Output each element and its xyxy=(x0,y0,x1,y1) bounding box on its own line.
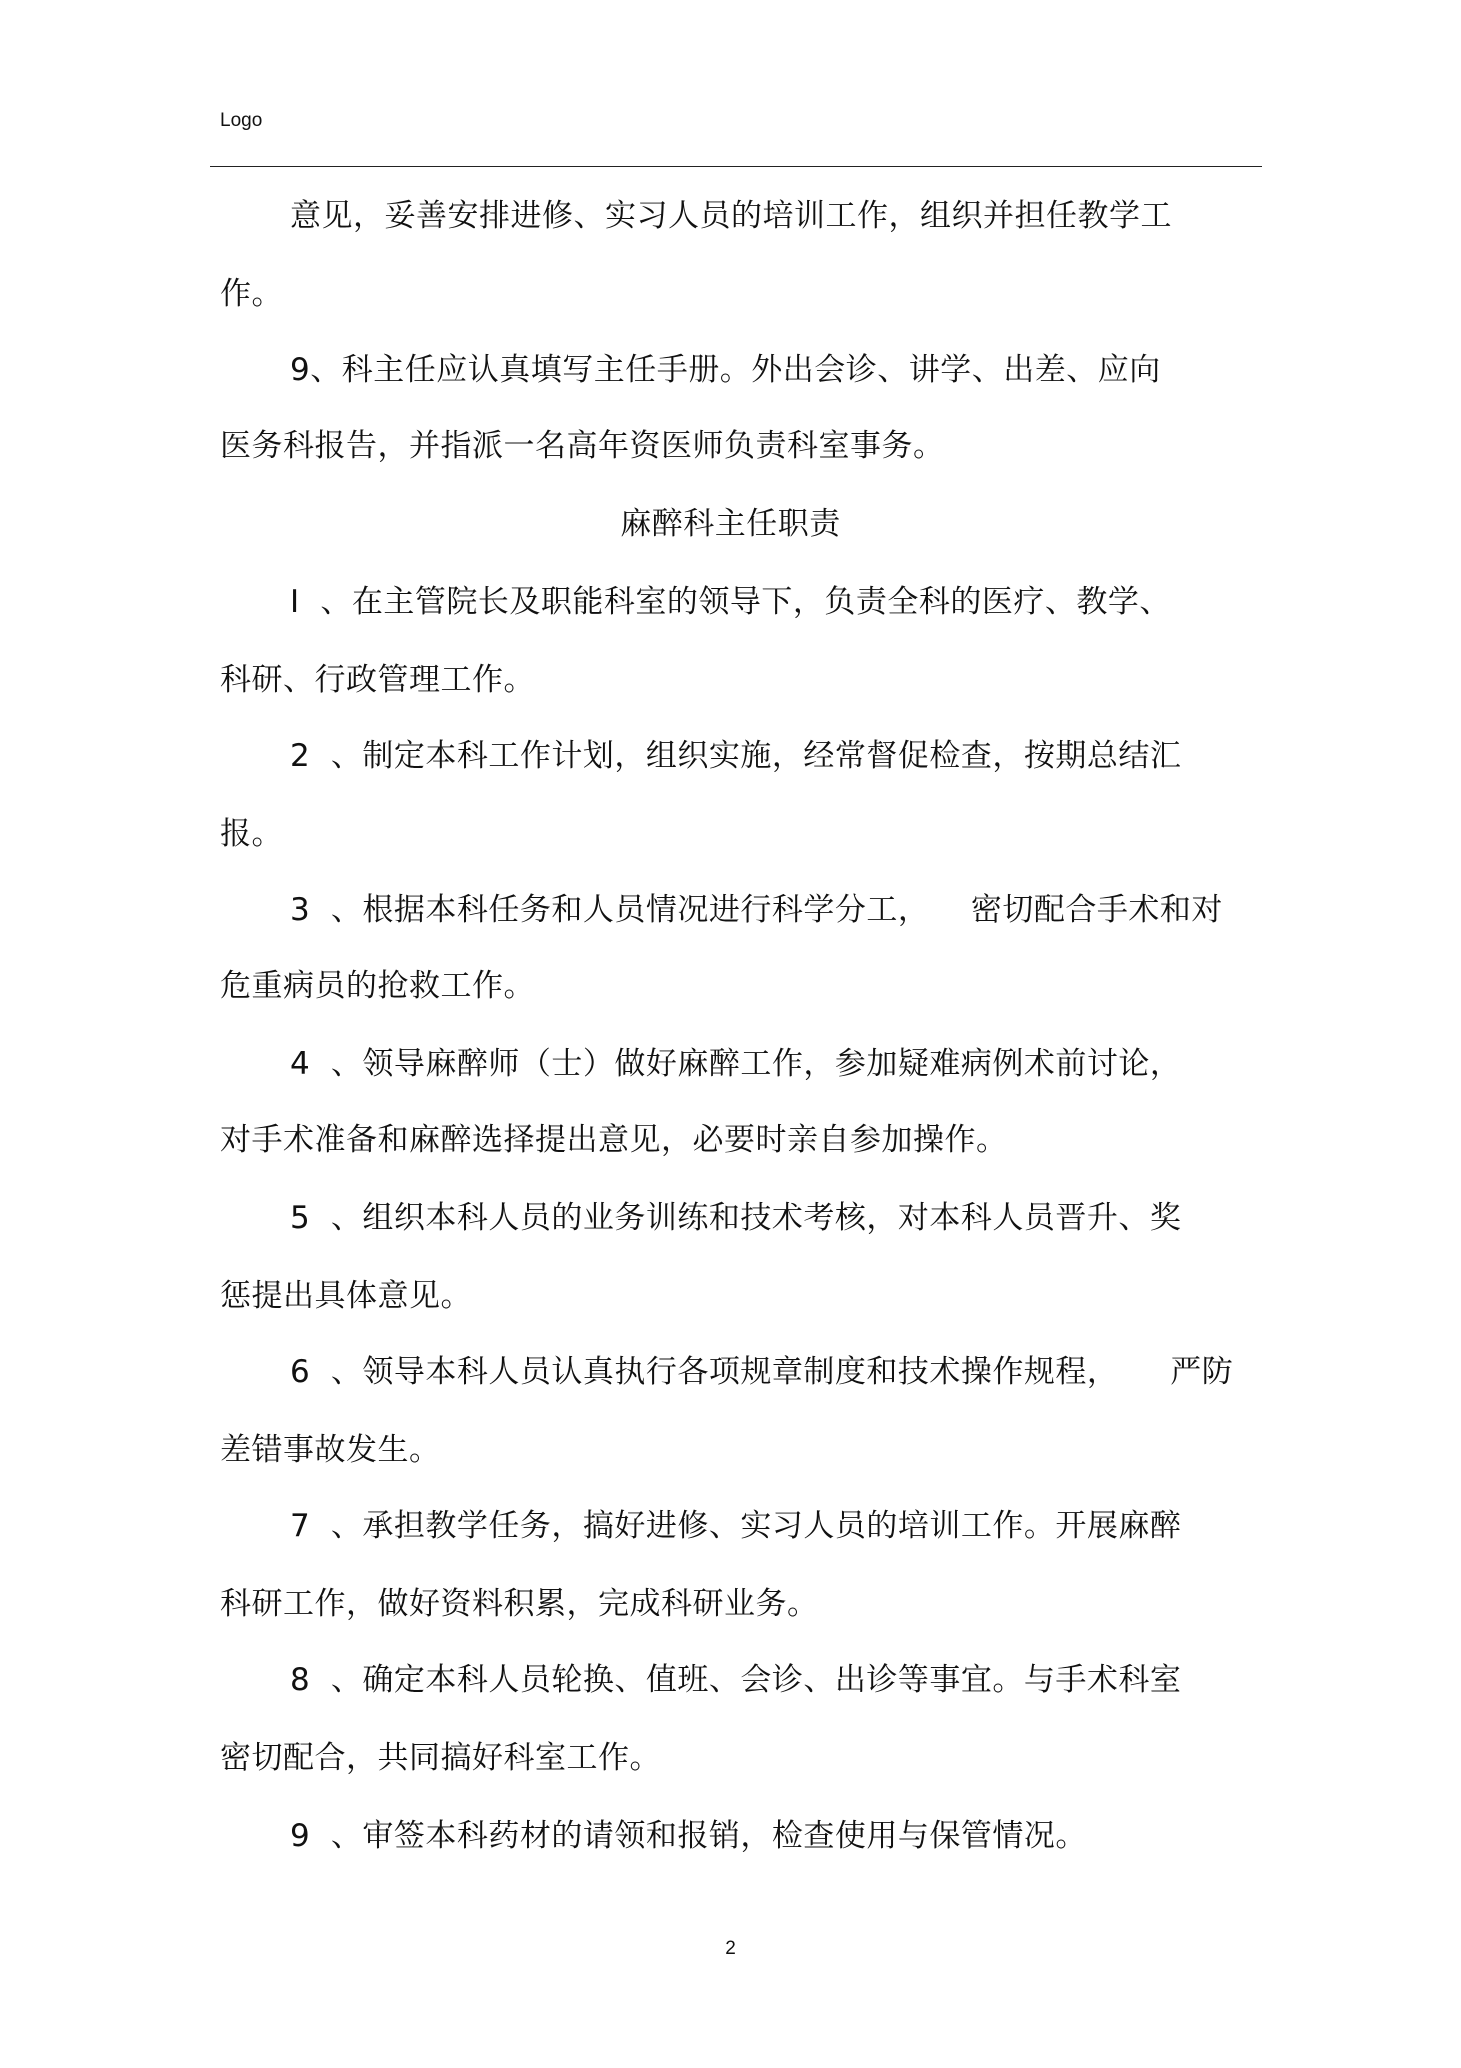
duty-item-7-line1: 7 、承担教学任务，搞好进修、实习人员的培训工作。开展麻醉 xyxy=(290,1508,1182,1544)
duty-item-8-line1: 8 、确定本科人员轮换、值班、会诊、出诊等事宜。与手术科室 xyxy=(290,1662,1182,1698)
duty-item-3-line1: 3 、根据本科任务和人员情况进行科学分工， 密切配合手术和对 xyxy=(290,892,1223,928)
duty-item-5-line1: 5 、组织本科人员的业务训练和技术考核，对本科人员晋升、奖 xyxy=(290,1200,1182,1236)
paragraph-line: 医务科报告，并指派一名高年资医师负责科室事务。 xyxy=(220,428,945,464)
paragraph-line: 9、科主任应认真填写主任手册。外出会诊、讲学、出差、应向 xyxy=(290,352,1161,388)
duty-item-2-line2: 报。 xyxy=(220,816,283,852)
duty-item-9-line1: 9 、审签本科药材的请领和报销，检查使用与保管情况。 xyxy=(290,1818,1087,1854)
header-divider xyxy=(210,166,1262,167)
duty-item-2-line1: 2 、制定本科工作计划，组织实施，经常督促检查，按期总结汇 xyxy=(290,738,1182,774)
duty-item-4-line2: 对手术准备和麻醉选择提出意见，必要时亲自参加操作。 xyxy=(220,1122,1008,1158)
duty-item-3-line2: 危重病员的抢救工作。 xyxy=(220,968,535,1004)
paragraph-line: 意见，妥善安排进修、实习人员的培训工作，组织并担任教学工 xyxy=(290,198,1172,234)
duty-item-6-line1: 6 、领导本科人员认真执行各项规章制度和技术操作规程， 严防 xyxy=(290,1354,1234,1390)
duty-item-6-line2: 差错事故发生。 xyxy=(220,1432,441,1468)
duty-item-7-line2: 科研工作，做好资料积累，完成科研业务。 xyxy=(220,1586,819,1622)
duty-item-8-line2: 密切配合，共同搞好科室工作。 xyxy=(220,1740,661,1776)
duty-item-1-line2: 科研、行政管理工作。 xyxy=(220,662,535,698)
header-logo-text: Logo xyxy=(220,110,263,131)
paragraph-line: 作。 xyxy=(220,276,283,312)
duty-item-5-line2: 惩提出具体意见。 xyxy=(220,1278,472,1314)
duty-item-4-line1: 4 、领导麻醉师（士）做好麻醉工作，参加疑难病例术前讨论， xyxy=(290,1046,1182,1082)
duty-item-1-line1: I 、在主管院长及职能科室的领导下，负责全科的医疗、教学、 xyxy=(290,584,1171,620)
page-number: 2 xyxy=(725,1938,736,1959)
section-title: 麻醉科主任职责 xyxy=(620,506,841,542)
